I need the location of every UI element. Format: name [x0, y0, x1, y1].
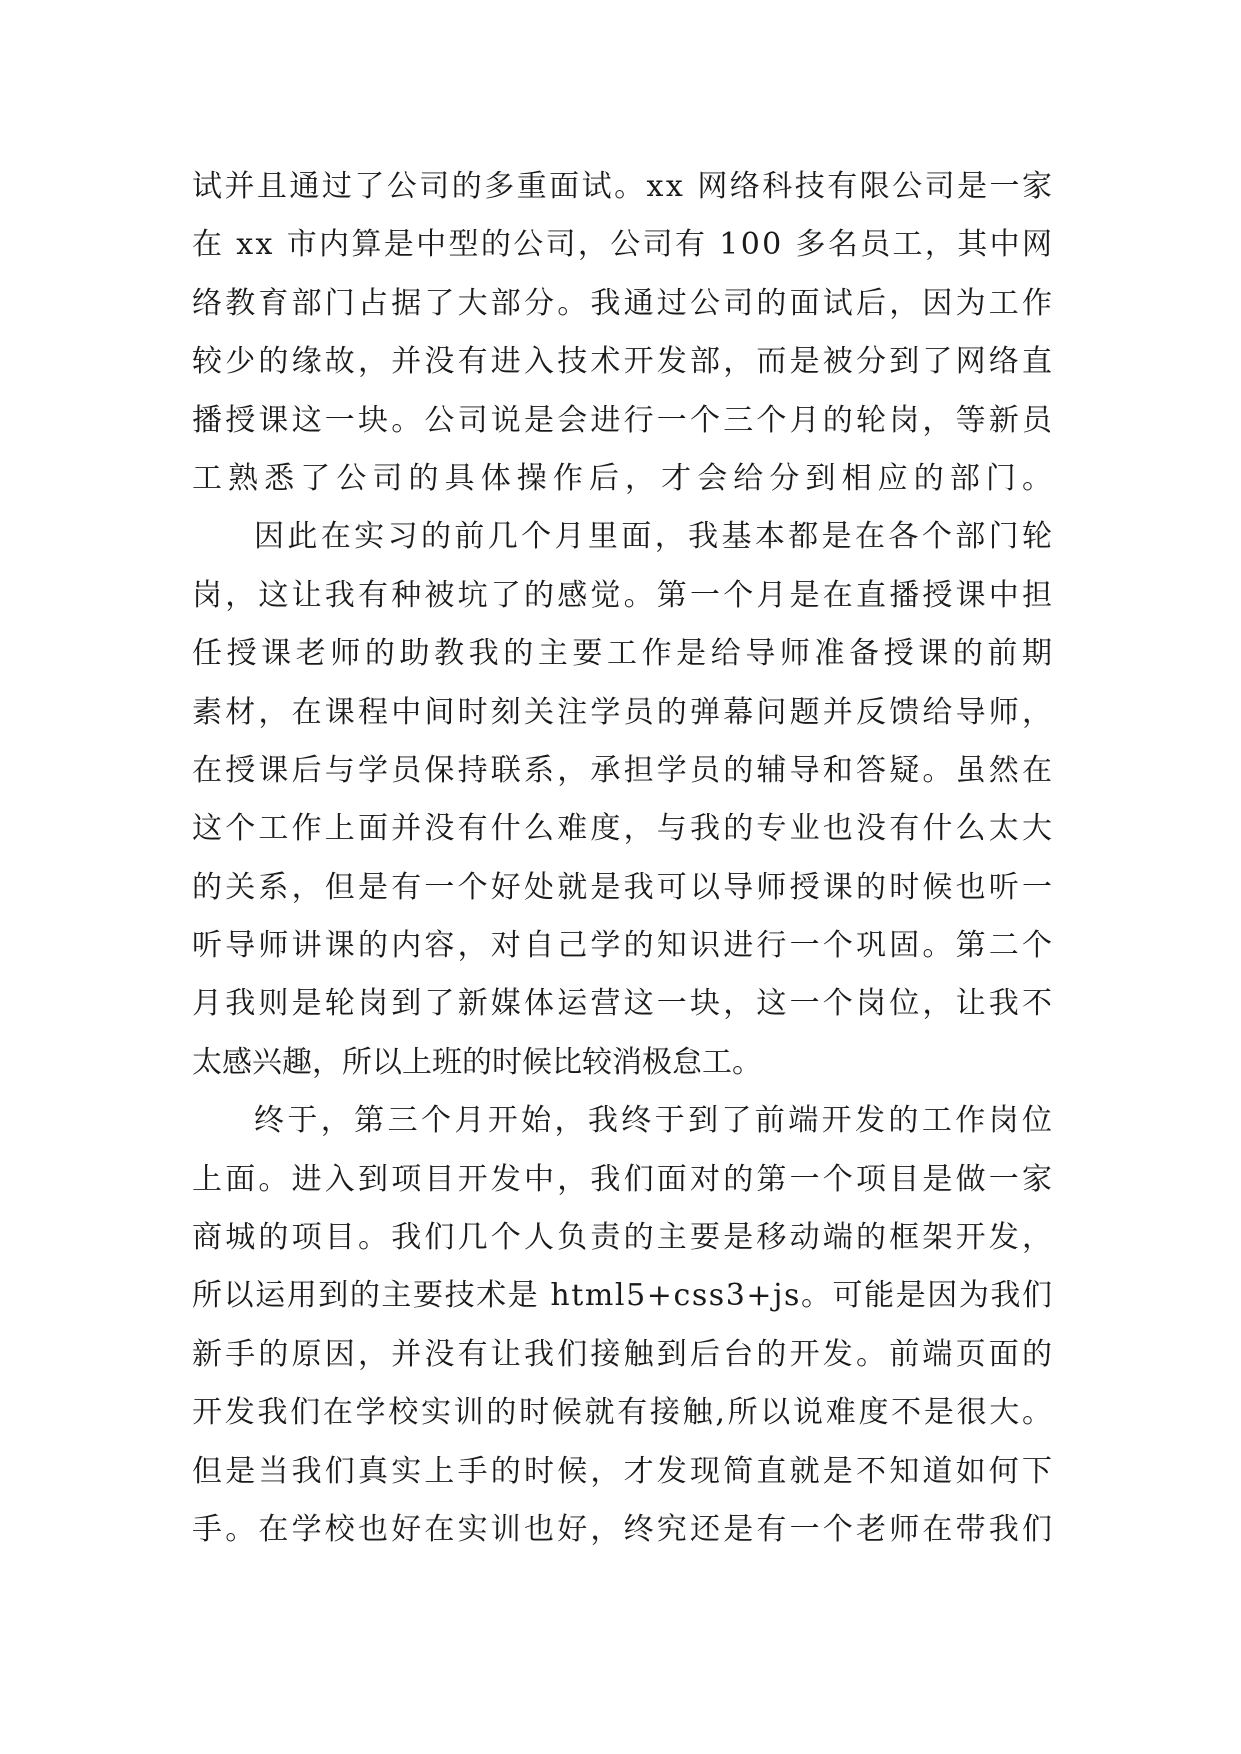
- text-line: 手。在学校也好在实训也好，终究还是有一个老师在带我们: [192, 1511, 1056, 1547]
- text-line: 月我则是轮岗到了新媒体运营这一块，这一个岗位，让我不: [192, 986, 1056, 1022]
- text-line: 所以运用到的主要技术是 html5+css3+js。可能是因为我们: [192, 1278, 1054, 1314]
- text-line: 听导师讲课的内容，对自己学的知识进行一个巩固。第二个: [192, 928, 1056, 964]
- text-line: 新手的原因，并没有让我们接触到后台的开发。前端页面的: [192, 1336, 1056, 1372]
- text-line: 开发我们在学校实训的时候就有接触,所以说难度不是很大。: [192, 1395, 1055, 1431]
- text-line: 商城的项目。我们几个人负责的主要是移动端的框架开发，: [192, 1220, 1056, 1256]
- text-line: 的关系，但是有一个好处就是我可以导师授课的时候也听一: [192, 869, 1056, 905]
- text-line: 这个工作上面并没有什么难度，与我的专业也没有什么太大: [192, 811, 1056, 847]
- text-line: 任授课老师的助教我的主要工作是给导师准备授课的前期: [192, 636, 1057, 672]
- paragraph-first-line: 终于，第三个月开始，我终于到了前端开发的工作岗位: [254, 1103, 1056, 1139]
- text-line: 但是当我们真实上手的时候，才发现简直就是不知道如何下: [192, 1453, 1056, 1489]
- text-line: 在授课后与学员保持联系，承担学员的辅导和答疑。虽然在: [192, 752, 1056, 788]
- document-body: [192, 158, 1059, 1559]
- text-line: 工熟悉了公司的具体操作后，才会给分到相应的部门。: [192, 460, 1059, 496]
- paragraph-first-line: 因此在实习的前几个月里面，我基本都是在各个部门轮: [254, 519, 1056, 555]
- text-line: 上面。进入到项目开发中，我们面对的第一个项目是做一家: [192, 1161, 1056, 1197]
- text-line: 太感兴趣，所以上班的时候比较消极怠工。: [192, 1044, 762, 1080]
- text-line: 络教育部门占据了大部分。我通过公司的面试后，因为工作: [192, 285, 1056, 321]
- text-line: 岗，这让我有种被坑了的感觉。第一个月是在直播授课中担: [192, 577, 1056, 613]
- text-line: 播授课这一块。公司说是会进行一个三个月的轮岗，等新员: [192, 402, 1056, 438]
- text-line: 试并且通过了公司的多重面试。xx 网络科技有限公司是一家: [192, 169, 1055, 204]
- text-line: 素材，在课程中间时刻关注学员的弹幕问题并反馈给导师，: [192, 694, 1056, 730]
- text-line: 在 xx 市内算是中型的公司，公司有 100 多名员工，其中网: [192, 227, 1055, 263]
- text-line: 较少的缘故，并没有进入技术开发部，而是被分到了网络直: [192, 344, 1056, 380]
